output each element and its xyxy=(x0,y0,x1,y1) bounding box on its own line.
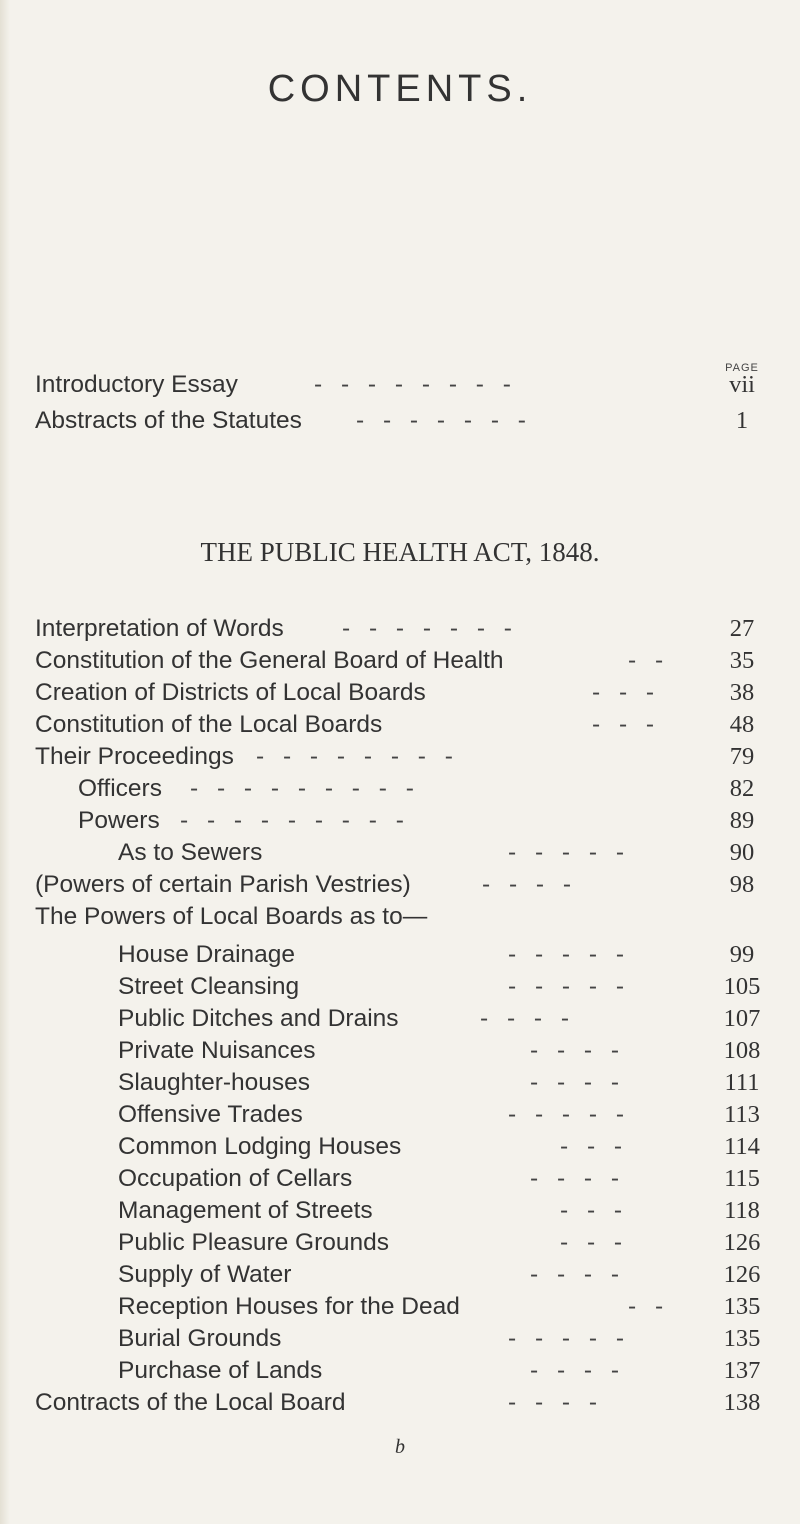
toc-entry-label: Constitution of the General Board of Health xyxy=(35,647,504,674)
toc-entry-label: Reception Houses for the Dead xyxy=(118,1293,460,1320)
toc-entry xyxy=(0,405,800,437)
toc-entry xyxy=(0,1003,800,1035)
toc-entry-label: Their Proceedings xyxy=(35,743,234,770)
toc-entry-label: Public Ditches and Drains xyxy=(118,1005,399,1032)
toc-entry xyxy=(0,1099,800,1131)
toc-entry-label: Management of Streets xyxy=(118,1197,373,1224)
toc-entry-page: 111 xyxy=(724,1069,760,1096)
page-column-label: PAGE xyxy=(725,362,759,374)
toc-entry-page: 115 xyxy=(724,1165,760,1192)
toc-entry xyxy=(0,1163,800,1195)
toc-entry-label: Common Lodging Houses xyxy=(118,1133,402,1160)
toc-entry-leader: - - - - - xyxy=(508,941,631,968)
toc-entry-label: Officers xyxy=(78,775,162,802)
toc-entry xyxy=(0,1131,800,1163)
toc-entry-label: Offensive Trades xyxy=(118,1101,303,1128)
toc-entry-label: Purchase of Lands xyxy=(118,1357,323,1384)
toc-subheading xyxy=(0,901,800,933)
toc-entry-label: Contracts of the Local Board xyxy=(35,1389,346,1416)
toc-entry-label: Introductory Essay xyxy=(35,371,238,398)
toc-entry-label: (Powers of certain Parish Vestries) xyxy=(35,871,411,898)
toc-entry-label: Slaughter-houses xyxy=(118,1069,311,1096)
toc-entry-page: 114 xyxy=(724,1133,760,1160)
toc-entry xyxy=(0,971,800,1003)
toc-entry-leader: - - xyxy=(628,647,670,674)
toc-entry xyxy=(0,677,800,709)
toc-entry-leader: - - - - - - - - - xyxy=(190,775,420,802)
toc-entry xyxy=(0,613,800,645)
toc-entry xyxy=(0,741,800,773)
toc-entry-label: As to Sewers xyxy=(118,839,263,866)
toc-entry-leader: - - - xyxy=(560,1229,629,1256)
toc-entry-leader: - - - xyxy=(592,711,661,738)
toc-entry-leader: - - - - - xyxy=(508,973,631,1000)
toc-entry-page: 135 xyxy=(723,1325,761,1352)
toc-entry xyxy=(0,869,800,901)
toc-entry-leader: - - xyxy=(628,1293,670,1320)
toc-entry-page: 113 xyxy=(724,1101,760,1128)
toc-entry-page: 27 xyxy=(729,615,755,642)
toc-entry-page: 105 xyxy=(723,973,761,1000)
toc-entry-label: Occupation of Cellars xyxy=(118,1165,353,1192)
toc-entry-label: Private Nuisances xyxy=(118,1037,316,1064)
toc-entry xyxy=(0,1195,800,1227)
toc-entry-leader: - - - - xyxy=(530,1357,626,1384)
toc-entry-leader: - - - - - - - - - xyxy=(180,807,410,834)
toc-entry-leader: - - - - xyxy=(530,1069,626,1096)
toc-entry-label: Interpretation of Words xyxy=(35,615,284,642)
toc-entry-leader: - - - - - xyxy=(508,839,631,866)
toc-entry-label: Creation of Districts of Local Boards xyxy=(35,679,426,706)
toc-entry xyxy=(0,1067,800,1099)
toc-entry xyxy=(0,939,800,971)
toc-entry-page: 48 xyxy=(729,711,755,738)
toc-entry-page: 35 xyxy=(729,647,755,674)
toc-entry-leader: - - - - xyxy=(508,1389,604,1416)
toc-entry-label: Powers xyxy=(78,807,160,834)
section-title: THE PUBLIC HEALTH ACT, 1848. xyxy=(200,537,600,567)
toc-entry xyxy=(0,1259,800,1291)
toc-subheading-label: The Powers of Local Boards as to— xyxy=(35,903,428,930)
signature-mark: b xyxy=(395,1436,405,1458)
toc-entry xyxy=(0,1323,800,1355)
toc-entry xyxy=(0,709,800,741)
toc-entry-label: Constitution of the Local Boards xyxy=(35,711,383,738)
toc-entry-page: 135 xyxy=(723,1293,761,1320)
toc-entry xyxy=(0,773,800,805)
toc-entry xyxy=(0,369,800,401)
toc-entry-leader: - - - - xyxy=(482,871,578,898)
toc-entry xyxy=(0,837,800,869)
toc-entry-page: 118 xyxy=(724,1197,760,1224)
toc-entry-label: Burial Grounds xyxy=(118,1325,282,1352)
toc-entry-leader: - - - - xyxy=(480,1005,576,1032)
toc-entry-leader: - - - - - - - - xyxy=(256,743,459,770)
toc-entry xyxy=(0,1291,800,1323)
toc-entry-leader: - - - - - - - xyxy=(342,615,518,642)
toc-entry xyxy=(0,645,800,677)
toc-entry-leader: - - - - xyxy=(530,1037,626,1064)
toc-entry-page: 108 xyxy=(723,1037,761,1064)
toc-entry-page: 126 xyxy=(723,1229,761,1256)
toc-entry-label: Supply of Water xyxy=(118,1261,292,1288)
toc-entry-leader: - - - - - - - - xyxy=(314,371,517,398)
toc-entry-page: vii xyxy=(729,371,755,398)
toc-entry-page: 107 xyxy=(723,1005,761,1032)
contents-heading: CONTENTS. xyxy=(267,68,533,110)
toc-entry xyxy=(0,805,800,837)
toc-entry-page: 98 xyxy=(729,871,755,898)
toc-entry xyxy=(0,1227,800,1259)
toc-entry xyxy=(0,1387,800,1419)
toc-entry-page: 126 xyxy=(723,1261,761,1288)
toc-entry-label: Street Cleansing xyxy=(118,973,300,1000)
toc-entry-page: 82 xyxy=(729,775,755,802)
toc-entry-label: Abstracts of the Statutes xyxy=(35,407,302,434)
toc-entry-page: 79 xyxy=(729,743,755,770)
toc-entry-page: 90 xyxy=(729,839,755,866)
toc-entry-label: House Drainage xyxy=(118,941,296,968)
toc-entry xyxy=(0,1035,800,1067)
toc-entry-label: Public Pleasure Grounds xyxy=(118,1229,390,1256)
toc-entry-page: 89 xyxy=(729,807,755,834)
toc-entry-leader: - - - - - - - xyxy=(356,407,532,434)
toc-entry-page: 137 xyxy=(723,1357,761,1384)
toc-entry-leader: - - - xyxy=(592,679,661,706)
toc-entry-leader: - - - - - xyxy=(508,1325,631,1352)
toc-entry-page: 99 xyxy=(729,941,755,968)
toc-entry-leader: - - - - xyxy=(530,1261,626,1288)
toc-entry-leader: - - - - - xyxy=(508,1101,631,1128)
toc-entry-page: 138 xyxy=(723,1389,761,1416)
toc-entry-leader: - - - xyxy=(560,1133,629,1160)
toc-entry xyxy=(0,1355,800,1387)
toc-entry-page: 38 xyxy=(729,679,755,706)
toc-entry-leader: - - - xyxy=(560,1197,629,1224)
toc-entry-leader: - - - - xyxy=(530,1165,626,1192)
toc-entry-page: 1 xyxy=(735,407,749,434)
